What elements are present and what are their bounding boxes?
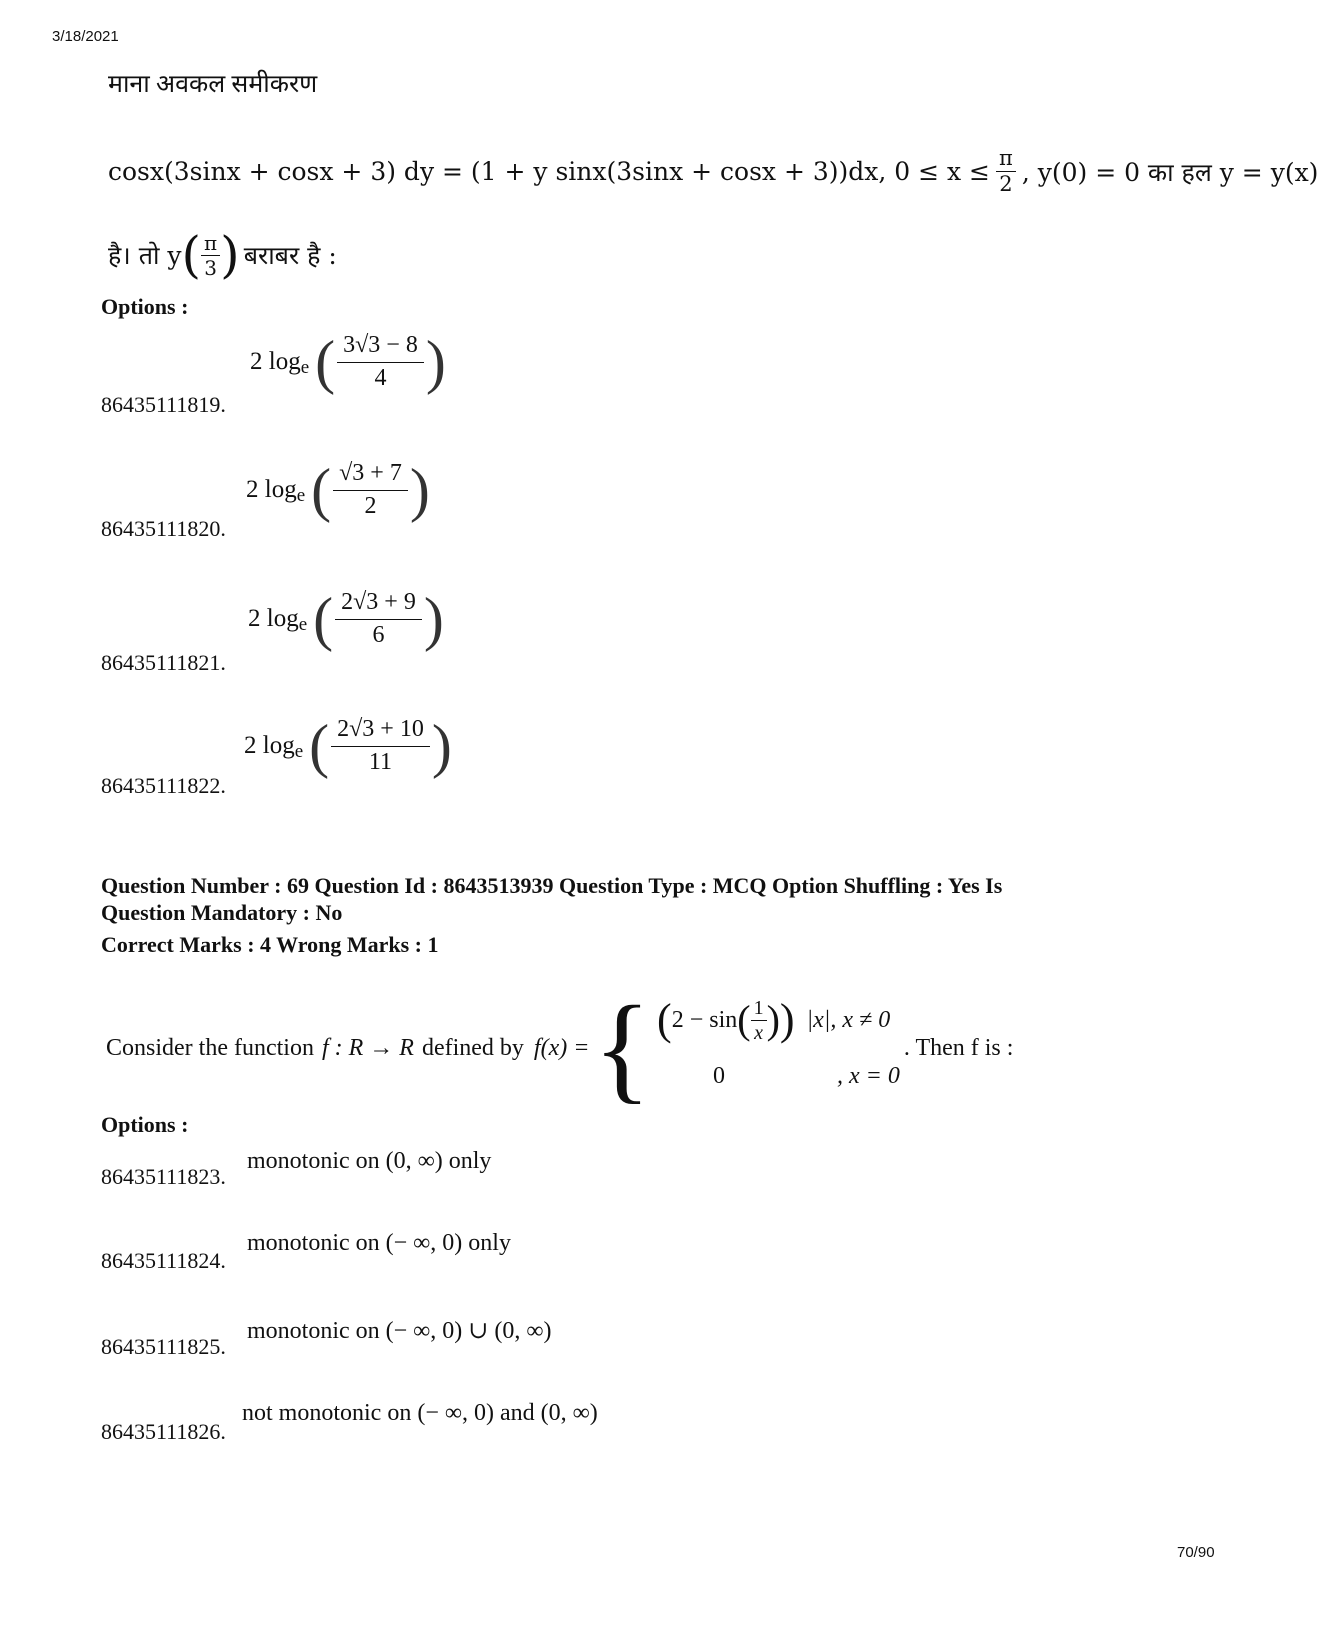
page-number: 70/90 [1177, 1544, 1215, 1561]
case-row [657, 992, 900, 1048]
options-label: Options : [101, 294, 189, 319]
stem-prefix: Consider the function [106, 1034, 314, 1061]
fraction-numerator: 1 [751, 998, 767, 1021]
question-tail [108, 226, 337, 284]
right-paren: ) [779, 995, 795, 1044]
left-paren: ( [315, 329, 336, 395]
left-paren: ( [311, 457, 332, 523]
log-coefficient: 2 log [250, 348, 301, 375]
log-coefficient: 2 log [248, 605, 299, 632]
equation-upper-limit-fraction [996, 148, 1016, 195]
question-tail-prefix: है। तो y [108, 241, 182, 270]
stem-suffix: . Then f is : [903, 1034, 1014, 1061]
right-paren: ) [425, 329, 446, 395]
option-id: 86435111821. [101, 650, 226, 675]
fraction-numerator: 3√3 − 8 [337, 333, 424, 362]
stem-defined-by: defined by [421, 1034, 524, 1061]
option-expression[interactable] [244, 713, 452, 779]
option-expression[interactable] [246, 457, 430, 523]
question-meta-line: Question Number : 69 Question Id : 8643513939 Question Type : MCQ Option Shuffling : Yes Is [101, 873, 1003, 898]
log-base: e [300, 357, 310, 378]
fraction-numerator: 2√3 + 9 [335, 590, 422, 619]
option-id: 86435111822. [101, 773, 226, 798]
left-paren: ( [737, 997, 751, 1042]
question-stem [106, 981, 1014, 1114]
log-argument-fraction [335, 590, 422, 647]
fraction-denominator: 2 [999, 172, 1013, 196]
log-argument-fraction [337, 333, 424, 390]
option-text[interactable]: monotonic on (0, ∞) only [247, 1148, 492, 1174]
fraction-denominator: 2 [364, 492, 377, 519]
left-paren: ( [309, 713, 330, 779]
option-id: 86435111824. [101, 1248, 226, 1273]
right-paren: ) [766, 997, 780, 1042]
left-paren: ( [181, 226, 202, 284]
function-mapping: f : R → R [321, 1034, 414, 1061]
one-over-x-fraction [751, 998, 767, 1043]
option-id: 86435111820. [101, 516, 226, 541]
case-row [657, 1048, 900, 1104]
case-condition: |x|, x ≠ 0 [806, 1006, 891, 1033]
option-text[interactable]: monotonic on (− ∞, 0) only [247, 1230, 511, 1256]
fraction-numerator: √3 + 7 [333, 461, 408, 490]
right-paren: ) [220, 226, 240, 284]
log-coefficient: 2 log [246, 476, 297, 503]
question-tail-suffix: बराबर है : [243, 241, 337, 270]
question-marks: Correct Marks : 4 Wrong Marks : 1 [101, 932, 439, 957]
equation-lhs: cosx(3sinx + cosx + 3) dy = (1 + y sinx(3sinx + cosx + 3))dx, 0 ≤ x ≤ [108, 157, 990, 186]
log-base: e [296, 485, 306, 506]
case-expression: 2 − sin [671, 1006, 738, 1033]
differential-equation [108, 148, 1318, 195]
function-notation: f(x) = [533, 1034, 590, 1061]
fraction-numerator: 2√3 + 10 [331, 717, 430, 746]
fraction-denominator: 3 [204, 255, 217, 280]
print-date: 3/18/2021 [52, 28, 119, 45]
question-meta-line: Question Mandatory : No [101, 900, 343, 925]
fraction-numerator: π [996, 148, 1016, 172]
fraction-denominator: x [754, 1021, 763, 1044]
fraction-denominator: 11 [368, 748, 393, 775]
option-id: 86435111823. [101, 1164, 226, 1189]
option-text[interactable]: not monotonic on (− ∞, 0) and (0, ∞) [242, 1400, 598, 1426]
log-argument-fraction [331, 717, 430, 774]
case-expression: 0 [713, 1062, 726, 1089]
fraction-denominator: 4 [374, 364, 387, 391]
log-coefficient: 2 log [244, 732, 295, 759]
options-label: Options : [101, 1112, 189, 1137]
case-condition: , x = 0 [837, 1062, 900, 1089]
option-text[interactable]: monotonic on (− ∞, 0) ∪ (0, ∞) [247, 1318, 552, 1344]
left-paren: ( [657, 995, 672, 1044]
option-expression[interactable] [248, 586, 444, 652]
log-base: e [298, 614, 308, 635]
left-paren: ( [313, 586, 334, 652]
option-id: 86435111819. [101, 392, 226, 417]
option-id: 86435111825. [101, 1334, 226, 1359]
question-intro-hindi: माना अवकल समीकरण [108, 71, 318, 98]
option-expression[interactable] [250, 329, 446, 395]
fraction-denominator: 6 [372, 621, 385, 648]
option-id: 86435111826. [101, 1419, 226, 1444]
right-paren: ) [431, 713, 452, 779]
log-argument-fraction [333, 461, 408, 518]
log-base: e [294, 741, 304, 762]
cases-brace: { [593, 981, 652, 1114]
fraction-numerator: π [201, 233, 220, 256]
pi-over-three-fraction [201, 230, 220, 280]
right-paren: ) [423, 586, 444, 652]
right-paren: ) [409, 457, 430, 523]
piecewise-cases [657, 992, 900, 1104]
equation-rhs: , y(0) = 0 का हल y = y(x) [1021, 157, 1318, 187]
